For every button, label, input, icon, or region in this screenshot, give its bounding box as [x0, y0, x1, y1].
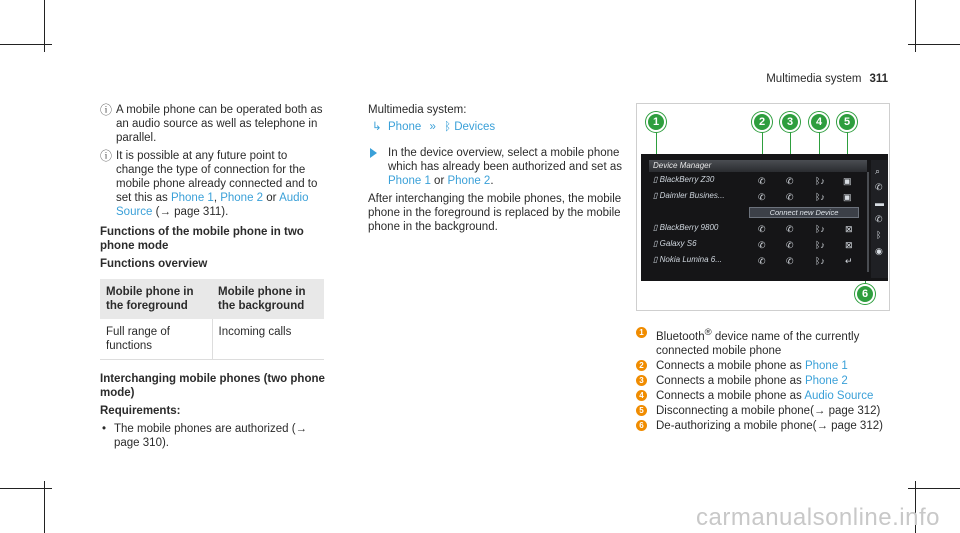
column-left [100, 103, 325, 450]
phone1-link: Phone 1 [170, 192, 214, 204]
running-header [766, 72, 888, 86]
device-row[interactable]: ▯ Nokia Lumina 6... [653, 255, 722, 264]
search-icon[interactable]: ⌕ [875, 166, 881, 176]
scrollbar[interactable] [867, 172, 869, 272]
note: ⓘ It is possible at any future point to change the type of connection for the mobile phone already connected and to set this as Phone 1, Phone 2 or Audio Source (→ page 311). [100, 149, 318, 218]
return-arrow-icon: ↳ [372, 121, 382, 133]
path-devices: Devices [454, 121, 496, 133]
side-menu [871, 160, 888, 278]
heading-two-phone-mode: Functions of the mobile phone in two phone mode [100, 226, 304, 252]
phone-icon: ▯ [653, 175, 658, 184]
table-header: Mobile phone in the background [212, 279, 324, 319]
device-row[interactable]: ▯ BlackBerry Z30 [653, 175, 715, 184]
table-cell: Full range of functions [100, 319, 212, 360]
callout-3: 3 [780, 112, 800, 132]
phone2-icon[interactable]: ✆ [786, 176, 794, 186]
heading-interchanging: Interchanging mobile phones (two phone mode) [100, 373, 325, 399]
chevron-right-icon: » [429, 121, 436, 133]
legend-item: 2 Connects a mobile phone as Phone 1 [636, 359, 894, 373]
phone1-icon[interactable]: ✆ [758, 240, 766, 250]
phone-icon[interactable]: ✆ [875, 182, 883, 192]
phone2-icon[interactable]: ✆ [786, 256, 794, 266]
phone2-icon[interactable]: ✆ [786, 240, 794, 250]
legend-item: 3 Connects a mobile phone as Phone 2 [636, 374, 894, 388]
legend-item: 1 Bluetooth® device name of the currently connected mobile phone [636, 326, 894, 358]
audio-source-icon[interactable]: ᛒ♪ [815, 240, 825, 250]
figure-legend [636, 326, 894, 434]
phone1-icon[interactable]: ✆ [758, 224, 766, 234]
instruction-step: In the device overview, select a mobile phone which has already been authorized and set as Phone 1 or Phone 2. [368, 146, 623, 188]
legend-item: 5 Disconnecting a mobile phone(→ page 312) [636, 404, 894, 418]
functions-table [100, 279, 324, 360]
legend-item: 4 Connects a mobile phone as Audio Source [636, 389, 894, 403]
audio-source-icon[interactable]: ᛒ♪ [815, 192, 825, 202]
disconnect-icon[interactable]: ▣ [843, 192, 852, 202]
device-row[interactable]: ▯ Daimler Busines... [653, 191, 725, 200]
step-arrow-icon [370, 148, 377, 158]
table-header: Mobile phone in the foreground [100, 279, 212, 319]
column-middle [368, 103, 623, 234]
callout-6: 6 [855, 284, 875, 304]
phone-icon: ▯ [653, 255, 658, 264]
messages-icon[interactable]: ▬ [875, 198, 884, 208]
menu-path-label: Multimedia system: [368, 104, 467, 116]
device-manager-figure [636, 103, 890, 311]
requirements-label: Requirements: [100, 405, 181, 417]
list-item: • The mobile phones are authorized (→ page 310). [102, 423, 308, 449]
audio-source-icon[interactable]: ᛒ♪ [815, 176, 825, 186]
phone-icon: ▯ [653, 223, 658, 232]
bluetooth-icon[interactable]: ᛒ [876, 230, 882, 240]
deauthorize-icon[interactable]: ⊠ [845, 224, 853, 234]
screen-title: Device Manager [649, 160, 867, 172]
phone2-link: Phone 2 [220, 192, 264, 204]
heading-functions-overview: Functions overview [100, 258, 208, 270]
info-icon: ⓘ [100, 149, 113, 163]
connect-new-device-button[interactable]: Connect new Device [749, 207, 859, 218]
disconnect-icon[interactable]: ▣ [843, 176, 852, 186]
page-number: 311 [869, 73, 888, 85]
legend-item: 6 De-authorizing a mobile phone(→ page 312) [636, 419, 894, 433]
bluetooth-icon: ᛒ [444, 121, 451, 133]
watermark: carmanualsonline.info [696, 504, 940, 531]
phone2-icon[interactable]: ✆ [786, 224, 794, 234]
audio-source-link: Audio Source [116, 192, 309, 218]
device-row[interactable]: ▯ Galaxy S6 [653, 239, 697, 248]
path-phone: Phone [388, 121, 422, 133]
device-manager-screen [641, 154, 888, 281]
settings-icon[interactable]: ◉ [875, 246, 883, 256]
table-cell: Incoming calls [212, 319, 324, 360]
phone-icon: ▯ [653, 191, 658, 200]
phone-icon: ▯ [653, 239, 658, 248]
callout-5: 5 [837, 112, 857, 132]
section-title: Multimedia system [766, 73, 862, 85]
phone1-icon[interactable]: ✆ [758, 176, 766, 186]
callout-2: 2 [752, 112, 772, 132]
phone1-icon[interactable]: ✆ [758, 192, 766, 202]
audio-source-icon[interactable]: ᛒ♪ [815, 224, 825, 234]
phone2-icon[interactable]: ✆ [786, 192, 794, 202]
deauthorize-icon[interactable]: ⊠ [845, 240, 853, 250]
callout-4: 4 [809, 112, 829, 132]
device-row[interactable]: ▯ BlackBerry 9800 [653, 223, 719, 232]
call-list-icon[interactable]: ✆ [875, 214, 883, 224]
back-icon[interactable]: ↵ [845, 256, 853, 266]
info-icon: ⓘ [100, 103, 113, 117]
audio-source-icon[interactable]: ᛒ♪ [815, 256, 825, 266]
callout-1: 1 [646, 112, 666, 132]
table-row [100, 319, 324, 360]
note: ⓘ A mobile phone can be operated both as an audio source as well as telephone in parallel. [100, 103, 323, 144]
phone1-icon[interactable]: ✆ [758, 256, 766, 266]
menu-path [368, 120, 623, 134]
paragraph: After interchanging the mobile phones, the mobile phone in the foreground is replaced by the mobile phone in the background. [368, 193, 622, 233]
